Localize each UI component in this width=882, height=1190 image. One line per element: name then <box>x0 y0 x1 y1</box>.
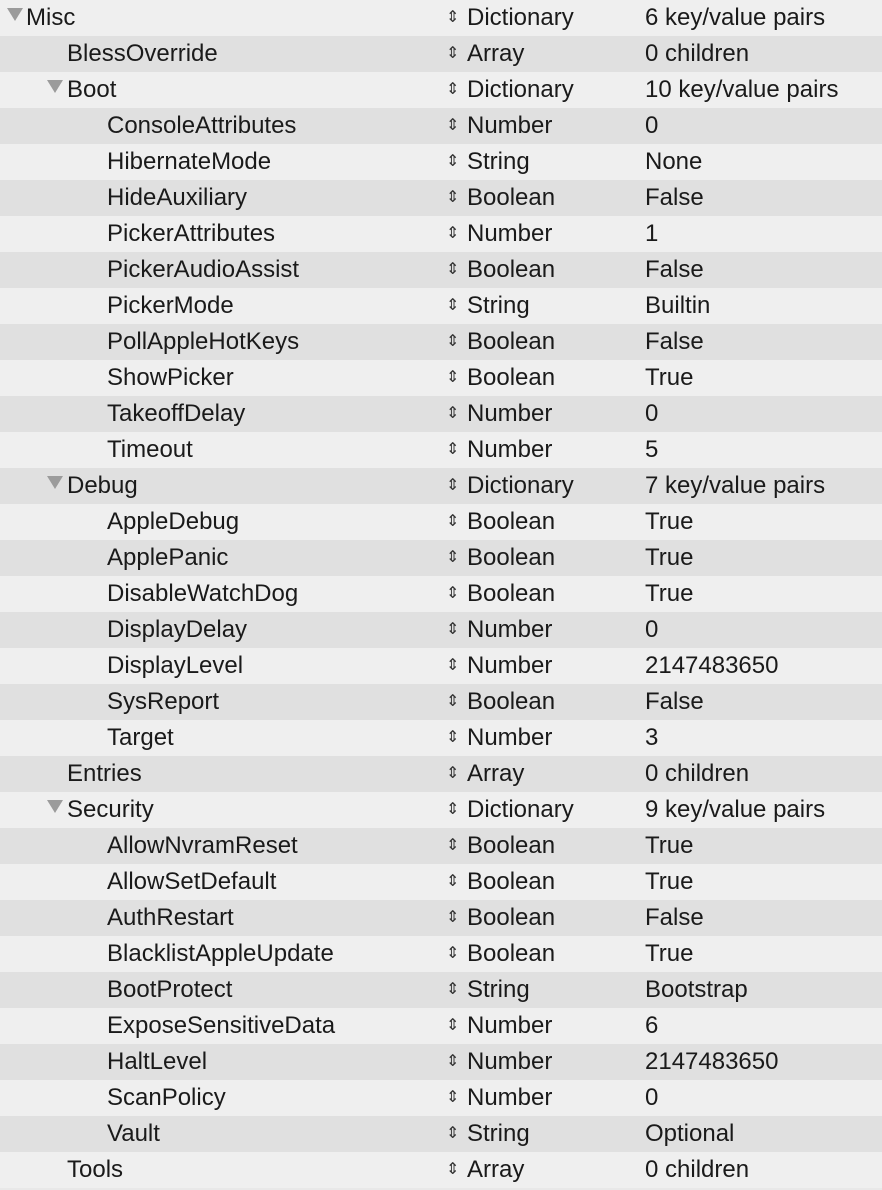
up-down-stepper-icon: ⇕ <box>446 441 460 458</box>
type-label: Boolean <box>467 904 556 931</box>
type-popup[interactable] <box>446 900 555 936</box>
up-down-stepper-icon: ⇕ <box>446 765 460 782</box>
type-label: Boolean <box>467 940 556 967</box>
plist-row-scanpolicy[interactable] <box>0 1080 882 1116</box>
up-down-stepper-icon: ⇕ <box>446 1053 460 1070</box>
disclosure-triangle-icon[interactable] <box>5 0 25 36</box>
plist-row-disablewatchdog[interactable] <box>0 576 882 612</box>
type-popup[interactable] <box>446 72 574 108</box>
key-label: DisplayLevel <box>107 652 244 679</box>
type-label: Boolean <box>467 868 556 895</box>
plist-row-blacklistappleupdate[interactable] <box>0 936 882 972</box>
key-label: ConsoleAttributes <box>107 112 297 139</box>
plist-row-showpicker[interactable] <box>0 360 882 396</box>
plist-row-pollapplehotkeys[interactable] <box>0 324 882 360</box>
up-down-stepper-icon: ⇕ <box>446 1161 460 1178</box>
value-label[interactable]: 6 key/value pairs <box>645 4 826 31</box>
type-popup[interactable] <box>446 720 552 756</box>
type-popup[interactable] <box>446 936 555 972</box>
plist-row-hideauxiliary[interactable] <box>0 180 882 216</box>
value-label[interactable]: Bootstrap <box>645 976 748 1003</box>
key-label: HaltLevel <box>107 1048 208 1075</box>
value-label[interactable]: 5 <box>645 436 659 463</box>
key-label: PollAppleHotKeys <box>107 328 300 355</box>
type-label: Number <box>467 400 553 427</box>
type-label: Boolean <box>467 508 556 535</box>
type-popup[interactable] <box>446 1116 530 1152</box>
key-label: AllowSetDefault <box>107 868 277 895</box>
plist-row-exposesensitivedata[interactable] <box>0 1008 882 1044</box>
key-label: AuthRestart <box>107 904 234 931</box>
plist-row-allownvramreset[interactable] <box>0 828 882 864</box>
value-label[interactable]: 0 children <box>645 760 750 787</box>
type-popup[interactable] <box>446 360 555 396</box>
up-down-stepper-icon: ⇕ <box>446 909 460 926</box>
key-label: DisplayDelay <box>107 616 248 643</box>
key-label: Misc <box>26 4 76 31</box>
type-popup[interactable] <box>446 468 574 504</box>
type-popup[interactable] <box>446 1008 552 1044</box>
value-label[interactable]: 0 <box>645 400 659 427</box>
value-label[interactable]: True <box>645 832 694 859</box>
plist-row-debug[interactable] <box>0 468 882 504</box>
up-down-stepper-icon: ⇕ <box>446 153 460 170</box>
key-label: BlacklistAppleUpdate <box>107 940 334 967</box>
value-label[interactable]: True <box>645 364 694 391</box>
type-popup[interactable] <box>446 252 555 288</box>
value-label[interactable]: False <box>645 184 704 211</box>
up-down-stepper-icon: ⇕ <box>446 81 460 98</box>
disclosure-triangle-icon[interactable] <box>45 792 65 828</box>
key-label: PickerAttributes <box>107 220 276 247</box>
plist-row-entries[interactable] <box>0 756 882 792</box>
type-popup[interactable] <box>446 792 574 828</box>
value-label[interactable]: Optional <box>645 1120 735 1147</box>
type-label: Number <box>467 220 553 247</box>
value-label[interactable]: Builtin <box>645 292 711 319</box>
plist-row-authrestart[interactable] <box>0 900 882 936</box>
key-label: Target <box>107 724 174 751</box>
up-down-stepper-icon: ⇕ <box>446 657 460 674</box>
up-down-stepper-icon: ⇕ <box>446 117 460 134</box>
up-down-stepper-icon: ⇕ <box>446 1089 460 1106</box>
type-popup[interactable] <box>446 0 574 36</box>
value-label[interactable]: 2147483650 <box>645 652 779 679</box>
key-label: AllowNvramReset <box>107 832 298 859</box>
key-label: PickerAudioAssist <box>107 256 300 283</box>
type-popup[interactable] <box>446 324 555 360</box>
type-label: Number <box>467 1048 553 1075</box>
key-label: Entries <box>67 760 142 787</box>
plist-row-haltlevel[interactable] <box>0 1044 882 1080</box>
type-popup[interactable] <box>446 684 555 720</box>
value-label[interactable]: 6 <box>645 1012 659 1039</box>
up-down-stepper-icon: ⇕ <box>446 621 460 638</box>
type-label: Array <box>467 1156 525 1183</box>
value-label[interactable]: None <box>645 148 703 175</box>
up-down-stepper-icon: ⇕ <box>446 549 460 566</box>
type-popup[interactable] <box>446 108 552 144</box>
type-popup[interactable] <box>446 144 530 180</box>
type-label: Number <box>467 436 553 463</box>
key-label: ShowPicker <box>107 364 234 391</box>
type-popup[interactable] <box>446 540 555 576</box>
type-popup[interactable] <box>446 756 524 792</box>
type-popup[interactable] <box>446 828 555 864</box>
type-label: Dictionary <box>467 472 574 499</box>
type-label: Dictionary <box>467 4 574 31</box>
disclosure-triangle-icon[interactable] <box>45 468 65 504</box>
value-label[interactable]: 0 <box>645 616 659 643</box>
value-label[interactable]: 1 <box>645 220 659 247</box>
plist-row-displaylevel[interactable] <box>0 648 882 684</box>
key-label: Vault <box>107 1120 160 1147</box>
up-down-stepper-icon: ⇕ <box>446 693 460 710</box>
type-label: Number <box>467 1012 553 1039</box>
type-label: Boolean <box>467 544 556 571</box>
plist-row-security[interactable] <box>0 792 882 828</box>
plist-row-sysreport[interactable] <box>0 684 882 720</box>
up-down-stepper-icon: ⇕ <box>446 945 460 962</box>
plist-row-misc[interactable] <box>0 0 882 36</box>
key-label: Timeout <box>107 436 193 463</box>
type-label: Number <box>467 724 553 751</box>
value-label[interactable]: 0 children <box>645 40 750 67</box>
type-label: Boolean <box>467 580 556 607</box>
type-popup[interactable] <box>446 612 552 648</box>
type-popup[interactable] <box>446 1080 552 1116</box>
key-label: TakeoffDelay <box>107 400 246 427</box>
value-label[interactable]: True <box>645 544 694 571</box>
value-label[interactable]: False <box>645 904 704 931</box>
key-label: Tools <box>67 1156 124 1183</box>
up-down-stepper-icon: ⇕ <box>446 1017 460 1034</box>
plist-row-applepanic[interactable] <box>0 540 882 576</box>
value-label[interactable]: 0 children <box>645 1156 750 1183</box>
key-label: ApplePanic <box>107 544 229 571</box>
type-label: String <box>467 292 530 319</box>
value-label[interactable]: 10 key/value pairs <box>645 76 839 103</box>
type-label: Boolean <box>467 364 556 391</box>
up-down-stepper-icon: ⇕ <box>446 261 460 278</box>
type-label: Number <box>467 112 553 139</box>
plist-row-hibernatemode[interactable] <box>0 144 882 180</box>
type-label: String <box>467 976 530 1003</box>
type-label: Dictionary <box>467 76 574 103</box>
value-label[interactable]: False <box>645 256 704 283</box>
up-down-stepper-icon: ⇕ <box>446 45 460 62</box>
type-popup[interactable] <box>446 432 552 468</box>
type-popup[interactable] <box>446 576 555 612</box>
plist-row-appledebug[interactable] <box>0 504 882 540</box>
type-popup[interactable] <box>446 1044 552 1080</box>
plist-row-bootprotect[interactable] <box>0 972 882 1008</box>
up-down-stepper-icon: ⇕ <box>446 1125 460 1142</box>
type-label: Dictionary <box>467 796 574 823</box>
type-popup[interactable] <box>446 288 530 324</box>
value-label[interactable]: False <box>645 688 704 715</box>
type-label: Boolean <box>467 688 556 715</box>
type-label: Boolean <box>467 328 556 355</box>
plist-row-vault[interactable] <box>0 1116 882 1152</box>
up-down-stepper-icon: ⇕ <box>446 189 460 206</box>
key-label: ExposeSensitiveData <box>107 1012 336 1039</box>
up-down-stepper-icon: ⇕ <box>446 729 460 746</box>
plist-row-target[interactable] <box>0 720 882 756</box>
type-label: Array <box>467 40 525 67</box>
value-label[interactable]: 7 key/value pairs <box>645 472 826 499</box>
up-down-stepper-icon: ⇕ <box>446 981 460 998</box>
key-label: DisableWatchDog <box>107 580 299 607</box>
up-down-stepper-icon: ⇕ <box>446 333 460 350</box>
up-down-stepper-icon: ⇕ <box>446 297 460 314</box>
value-label[interactable]: True <box>645 868 694 895</box>
up-down-stepper-icon: ⇕ <box>446 369 460 386</box>
type-popup[interactable] <box>446 972 530 1008</box>
type-label: Number <box>467 1084 553 1111</box>
type-popup[interactable] <box>446 180 555 216</box>
up-down-stepper-icon: ⇕ <box>446 225 460 242</box>
value-label[interactable]: 0 <box>645 112 659 139</box>
plist-row-blessoverride[interactable] <box>0 36 882 72</box>
plist-row-pickerattributes[interactable] <box>0 216 882 252</box>
up-down-stepper-icon: ⇕ <box>446 585 460 602</box>
type-popup[interactable] <box>446 216 552 252</box>
type-label: Array <box>467 760 525 787</box>
type-popup[interactable] <box>446 1152 524 1188</box>
type-popup[interactable] <box>446 648 552 684</box>
plist-row-pickeraudioassist[interactable] <box>0 252 882 288</box>
plist-row-boot[interactable] <box>0 72 882 108</box>
type-label: Number <box>467 616 553 643</box>
plist-row-allowsetdefault[interactable] <box>0 864 882 900</box>
up-down-stepper-icon: ⇕ <box>446 873 460 890</box>
up-down-stepper-icon: ⇕ <box>446 477 460 494</box>
up-down-stepper-icon: ⇕ <box>446 837 460 854</box>
type-label: String <box>467 1120 530 1147</box>
up-down-stepper-icon: ⇕ <box>446 405 460 422</box>
type-popup[interactable] <box>446 504 555 540</box>
plist-row-displaydelay[interactable] <box>0 612 882 648</box>
up-down-stepper-icon: ⇕ <box>446 9 460 26</box>
type-label: Boolean <box>467 184 556 211</box>
up-down-stepper-icon: ⇕ <box>446 801 460 818</box>
type-label: Boolean <box>467 256 556 283</box>
key-label: PickerMode <box>107 292 234 319</box>
value-label[interactable]: True <box>645 580 694 607</box>
up-down-stepper-icon: ⇕ <box>446 513 460 530</box>
plist-row-consoleattributes[interactable] <box>0 108 882 144</box>
value-label[interactable]: 3 <box>645 724 659 751</box>
key-label: HibernateMode <box>107 148 272 175</box>
value-label[interactable]: True <box>645 940 694 967</box>
type-label: Boolean <box>467 832 556 859</box>
type-popup[interactable] <box>446 36 524 72</box>
key-label: Boot <box>67 76 117 103</box>
value-label[interactable]: False <box>645 328 704 355</box>
key-label: BlessOverride <box>67 40 218 67</box>
disclosure-triangle-icon[interactable] <box>45 72 65 108</box>
value-label[interactable]: 0 <box>645 1084 659 1111</box>
key-label: Debug <box>67 472 138 499</box>
plist-row-timeout[interactable] <box>0 432 882 468</box>
plist-row-pickermode[interactable] <box>0 288 882 324</box>
key-label: HideAuxiliary <box>107 184 248 211</box>
key-label: Security <box>67 796 154 823</box>
value-label[interactable]: 2147483650 <box>645 1048 779 1075</box>
plist-row-tools[interactable] <box>0 1152 882 1188</box>
type-label: String <box>467 148 530 175</box>
key-label: AppleDebug <box>107 508 240 535</box>
value-label[interactable]: 9 key/value pairs <box>645 796 826 823</box>
type-popup[interactable] <box>446 864 555 900</box>
key-label: BootProtect <box>107 976 233 1003</box>
type-popup[interactable] <box>446 396 552 432</box>
key-label: ScanPolicy <box>107 1084 226 1111</box>
plist-row-takeoffdelay[interactable] <box>0 396 882 432</box>
type-label: Number <box>467 652 553 679</box>
value-label[interactable]: True <box>645 508 694 535</box>
key-label: SysReport <box>107 688 220 715</box>
